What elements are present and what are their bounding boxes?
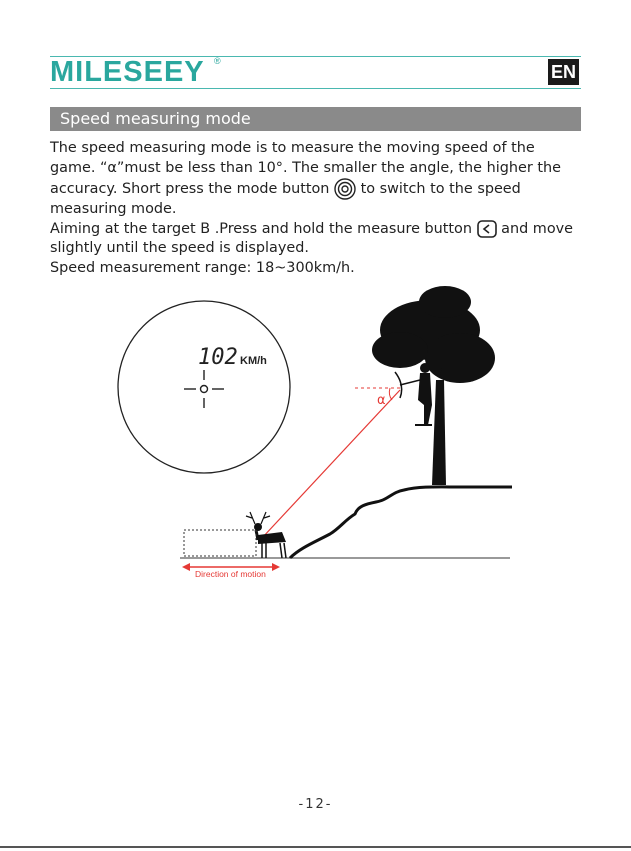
page-number: -12- [298,797,333,812]
instructions-text [50,139,585,278]
viewfinder-speed-readout: 102 [198,345,238,370]
text-segment: Aiming at the target B .Press and hold the measure button [50,220,472,237]
paragraph-line [50,220,585,240]
speed-mode-illustration [0,280,631,590]
paragraph-line: Speed measurement range: 18~300km/h. [50,259,355,276]
text-segment: accuracy. Short press the mode button [50,181,330,197]
crosshair-icon [184,370,224,408]
section-title: Speed measuring mode [50,107,581,131]
measure-button-icon [477,220,497,238]
viewfinder-speed-unit: KM/h [240,355,267,367]
paragraph-line: The speed measuring mode is to measure the moving speed of the [50,140,535,156]
direction-of-motion-label: Direction of motion [195,569,266,579]
brand-logo: MILESEEY [50,56,205,88]
hill-silhouette [290,487,512,558]
header-bottom-rule [50,88,581,89]
aiming-line [262,390,400,538]
paragraph-line: measuring mode. [50,201,177,217]
motion-path-box [184,530,256,556]
language-badge: EN [548,59,579,85]
paragraph-line: game. “α”must be less than 10°. The smaller the angle, the higher the [50,159,561,176]
paragraph-line [50,178,585,200]
hunter-silhouette [395,363,432,425]
angle-alpha-label: α [377,393,386,408]
text-segment: to switch to the speed [360,181,521,197]
registered-mark: ® [214,56,221,66]
text-segment: and move [501,220,573,237]
footer-rule [0,846,631,848]
paragraph-line: slightly until the speed is displayed. [50,240,309,256]
tree-silhouette [372,286,495,485]
mode-button-icon [334,178,356,200]
viewfinder-circle [118,301,290,473]
